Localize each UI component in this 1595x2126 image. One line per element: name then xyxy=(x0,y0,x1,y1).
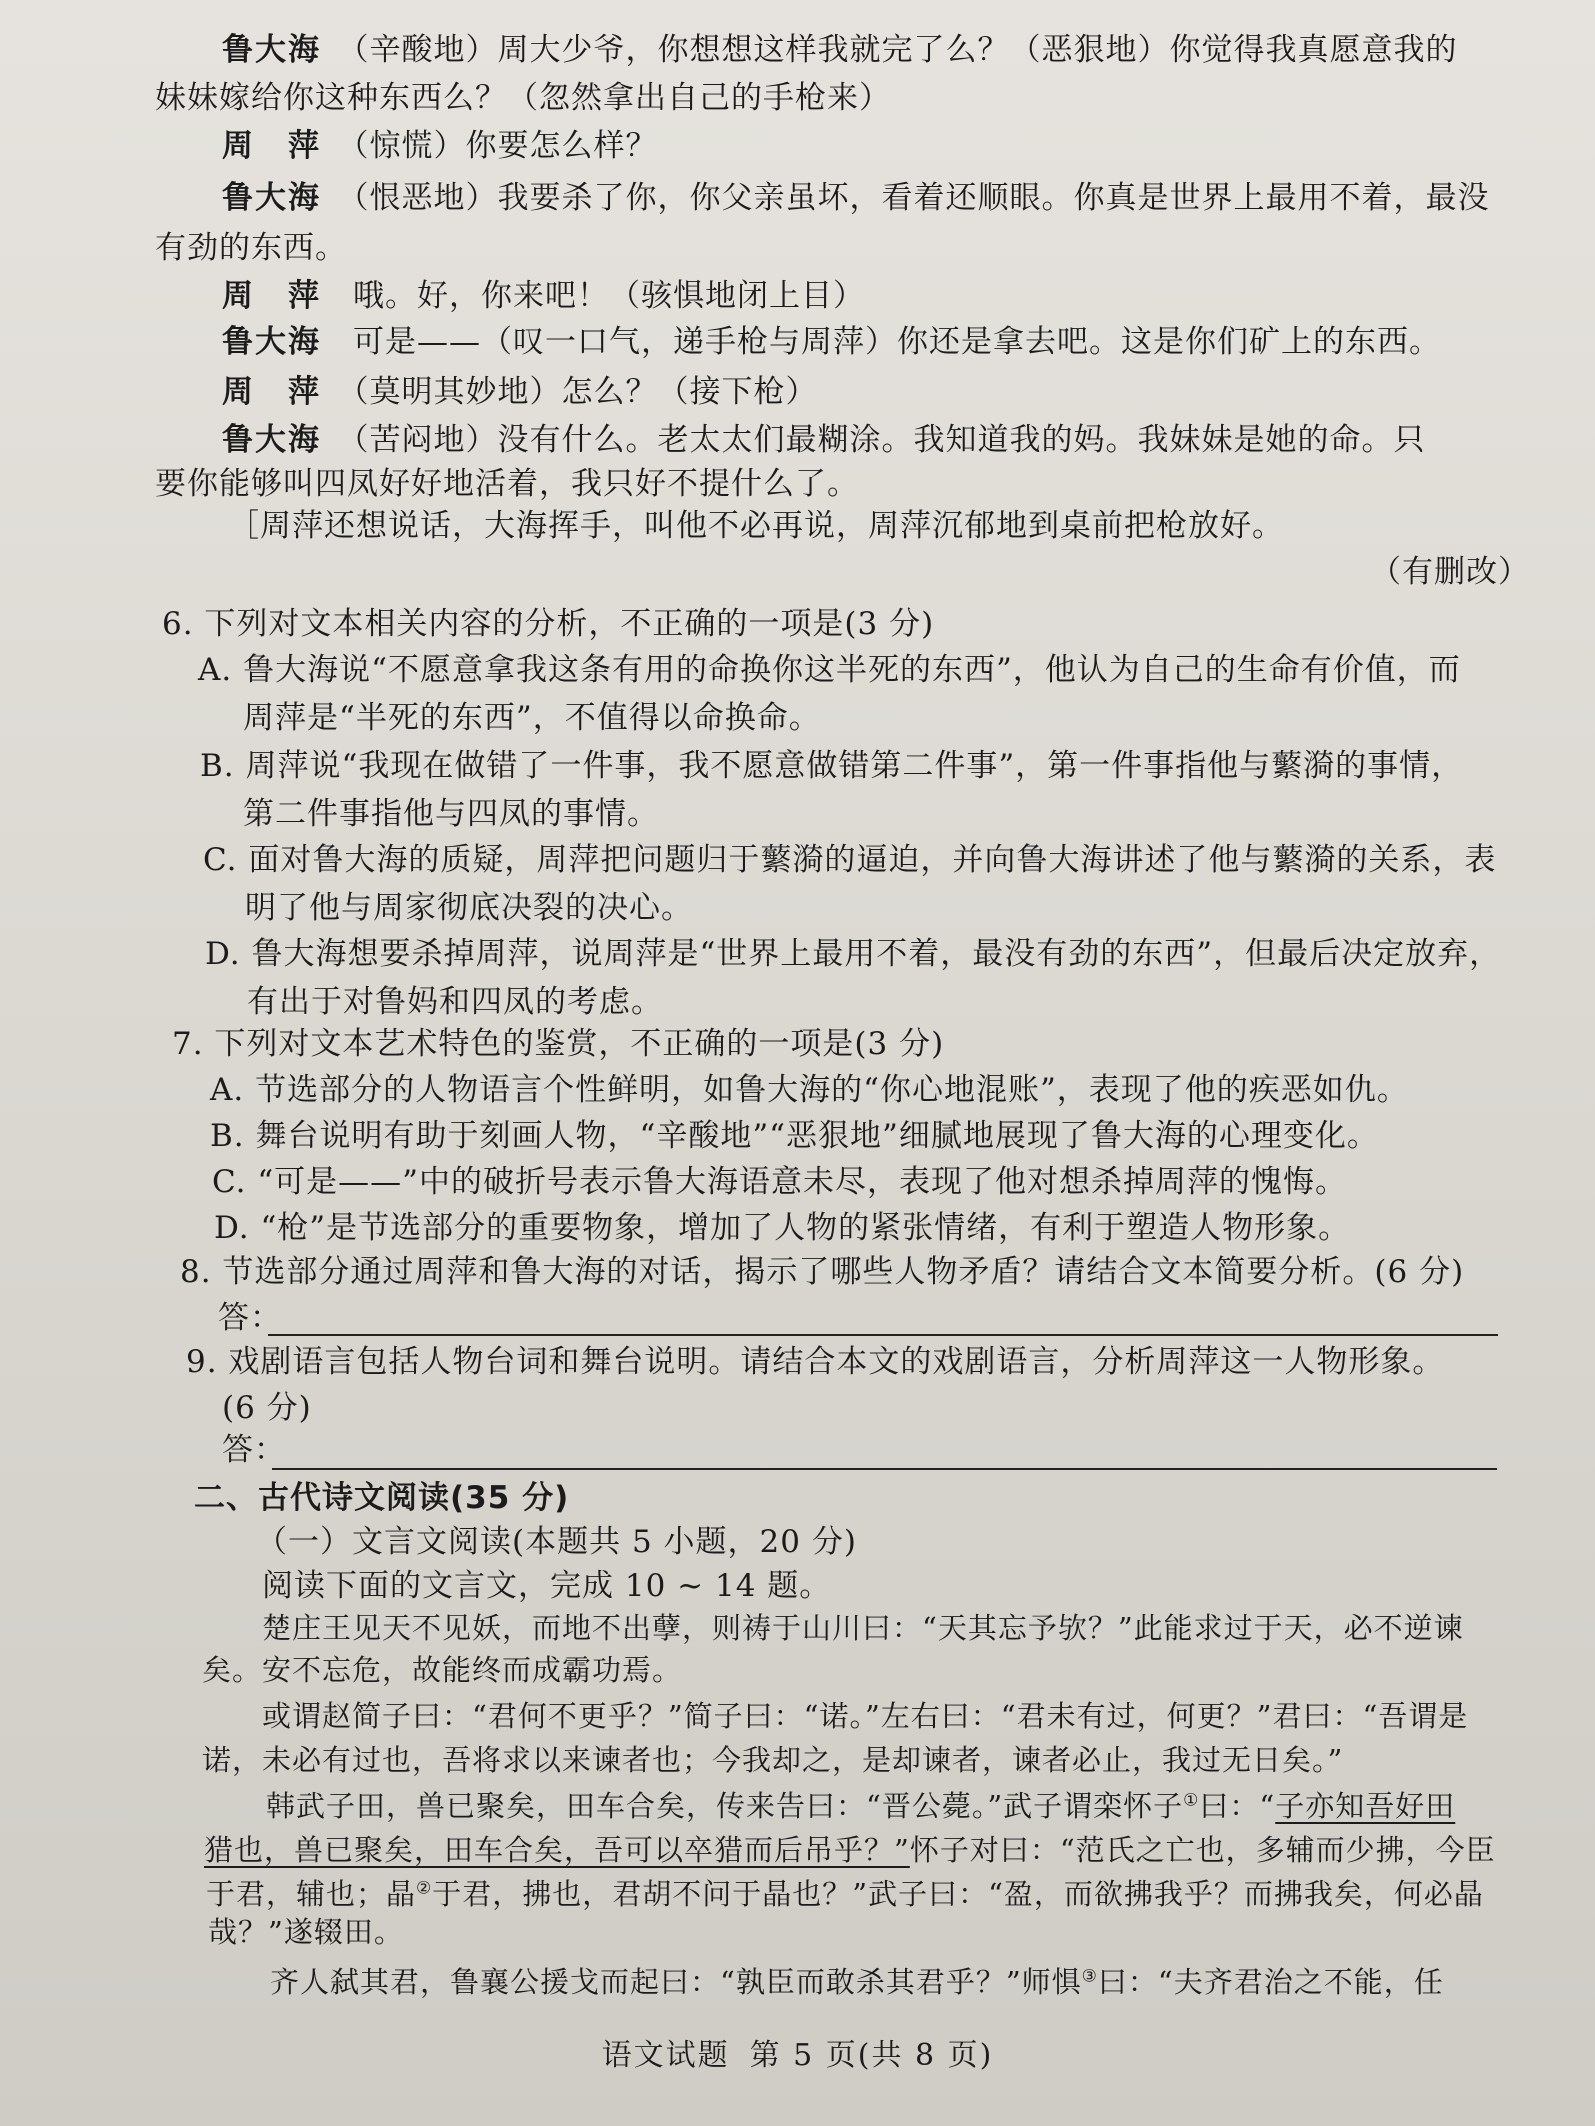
question-7-stem: 7. 下列对文本艺术特色的鉴赏，不正确的一项是(3 分) xyxy=(172,1026,945,1062)
text-run: 齐人弑其君，鲁襄公援戈而起曰：“孰臣而敢杀其君乎？”师惧 xyxy=(270,1965,1082,1999)
drama-line xyxy=(222,420,1426,460)
text-run: 曰：“夫齐君治之不能，任 xyxy=(1097,1965,1444,1999)
footnote-marker: ③ xyxy=(1081,1966,1098,1987)
question-9-stem: 9. 戏剧语言包括人物台词和舞台说明。请结合本文的戏剧语言，分析周萍这一人物形象。 xyxy=(186,1344,1445,1380)
underlined-sentence: 子亦知吾好田 xyxy=(1275,1789,1456,1823)
q6-option-d: D. 鲁大海想要杀掉周萍，说周萍是“世界上最用不着，最没有劲的东西”，但最后决定放弃， xyxy=(205,936,1502,972)
q9-answer-label: 答： xyxy=(222,1432,286,1468)
drama-line xyxy=(222,372,818,412)
text-run: 于君，辅也；晶 xyxy=(206,1877,417,1911)
classical-text-line xyxy=(270,1962,1444,2002)
speaker-name: 鲁大海 xyxy=(222,324,321,360)
footer-page-number: 第 5 页(共 8 页) xyxy=(749,2038,994,2073)
footnote-marker: ① xyxy=(1183,1790,1200,1811)
classical-text-line: 矣。安不忘危，故能终而成霸功焉。 xyxy=(202,1653,683,1687)
dialogue-text: 可是——（叹一口气，递手枪与周萍）你还是拿去吧。这是你们矿上的东西。 xyxy=(353,324,1441,360)
classical-text-line xyxy=(204,1830,1496,1870)
classical-text-line: 诺，未必有过也，吾将求以来谏者也；今我却之，是却谏者，谏者必止，我过无日矣。” xyxy=(202,1743,1344,1777)
drama-line: 妹妹嫁给你这种东西么？（忽然拿出自己的手枪来） xyxy=(155,80,891,116)
q6-option-b-cont: 第二件事指他与四凤的事情。 xyxy=(243,796,659,832)
dialogue-text: 哦。好，你来吧！（骇惧地闭上目） xyxy=(353,278,865,314)
q6-option-b: B. 周萍说“我现在做错了一件事，我不愿意做错第二件事”，第一件事指他与蘩漪的事情， xyxy=(200,748,1464,784)
classical-text-line: 楚庄王见天不见妖，而地不出孽，则祷于山川曰：“天其忘予欤？”此能求过于天，必不逆谏 xyxy=(262,1611,1464,1645)
q8-answer-label: 答： xyxy=(218,1300,282,1336)
q6-option-d-cont: 有出于对鲁妈和四凤的考虑。 xyxy=(247,984,663,1020)
dialogue-text: （苦闷地）没有什么。老太太们最糊涂。我知道我的妈。我妹妹是她的命。只 xyxy=(353,422,1426,458)
page-footer xyxy=(0,2030,1595,2074)
speaker-name: 鲁大海 xyxy=(222,32,321,68)
drama-line: 要你能够叫四凤好好地活着，我只好不提什么了。 xyxy=(155,466,859,502)
speaker-name: 鲁大海 xyxy=(222,180,321,216)
footnote-marker: ② xyxy=(416,1878,433,1899)
speaker-name: 周 萍 xyxy=(222,128,321,164)
question-6-stem: 6. 下列对文本相关内容的分析，不正确的一项是(3 分) xyxy=(162,606,935,642)
section-2-heading: 二、古代诗文阅读(35 分) xyxy=(194,1480,570,1516)
footer-subject: 语文试题 xyxy=(601,2038,730,2073)
q6-option-c: C. 面对鲁大海的质疑，周萍把问题归于蘩漪的逼迫，并向鲁大海讲述了他与蘩漪的关系，表 xyxy=(203,842,1497,878)
question-9-points: (6 分) xyxy=(222,1390,312,1426)
drama-line xyxy=(222,322,1441,362)
q7-option-b: B. 舞台说明有助于刻画人物，“辛酸地”“恶狠地”细腻地展现了鲁大海的心理变化。 xyxy=(210,1118,1379,1154)
drama-line xyxy=(222,276,865,316)
dialogue-text: （惊慌）你要怎么样？ xyxy=(353,128,658,164)
q6-option-c-cont: 明了他与周家彻底决裂的决心。 xyxy=(245,890,693,926)
q7-option-d: D. “枪”是节选部分的重要物象，增加了人物的紧张情绪，有利于塑造人物形象。 xyxy=(214,1210,1351,1246)
text-run: 怀子对曰：“范氏之亡也，多辅而少拂，今臣 xyxy=(909,1833,1496,1867)
stage-direction: ［周萍还想说话，大海挥手，叫他不必再说，周萍沉郁地到桌前把枪放好。 xyxy=(228,508,1284,544)
q6-option-a-cont: 周萍是“半死的东西”，不值得以命换命。 xyxy=(243,700,821,736)
dialogue-text: （辛酸地）周大少爷，你想想这样我就完了么？（恶狠地）你觉得我真愿意我的 xyxy=(353,32,1458,68)
dialogue-text: （莫明其妙地）怎么？（接下枪） xyxy=(353,374,818,410)
classical-text-line: 或谓赵简子曰：“君何不更乎？”简子曰：“诺。”左右曰：“君未有过，何更？”君曰：“吾谓是 xyxy=(262,1699,1469,1733)
q6-option-a: A. 鲁大海说“不愿意拿我这条有用的命换你这半死的东西”，他认为自己的生命有价值，而 xyxy=(198,652,1461,688)
drama-line: 有劲的东西。 xyxy=(155,230,347,266)
q7-option-a: A. 节选部分的人物语言个性鲜明，如鲁大海的“你心地混账”，表现了他的疾恶如仇。 xyxy=(210,1072,1409,1108)
text-run: 曰：“ xyxy=(1199,1789,1276,1823)
q8-answer-line[interactable] xyxy=(268,1334,1498,1336)
reading-instruction: 阅读下面的文言文，完成 10 ~ 14 题。 xyxy=(262,1568,832,1604)
underlined-sentence: 猎也，兽已聚矣，田车合矣，吾可以卒猎而后吊乎？” xyxy=(204,1833,910,1867)
text-run: 韩武子田，兽已聚矣，田车合矣，传来告曰：“晋公薨。”武子谓栾怀子 xyxy=(266,1789,1184,1823)
question-8-stem: 8. 节选部分通过周萍和鲁大海的对话，揭示了哪些人物矛盾？请结合文本简要分析。(6 分) xyxy=(180,1254,1465,1290)
source-note: （有删改） xyxy=(1370,554,1530,590)
speaker-name: 周 萍 xyxy=(222,374,321,410)
classical-text-line: 哉？”遂辍田。 xyxy=(208,1915,404,1949)
q9-answer-line[interactable] xyxy=(272,1468,1497,1470)
dialogue-text: （恨恶地）我要杀了你，你父亲虽坏，看着还顺眼。你真是世界上最用不着，最没 xyxy=(353,180,1490,216)
drama-line xyxy=(222,178,1490,218)
text-run: 于君，拂也，君胡不问于晶也？”武子曰：“盈，而欲拂我乎？而拂我矣，何必晶 xyxy=(432,1877,1484,1911)
classical-text-line xyxy=(266,1786,1455,1826)
section-2-subheading: （一）文言文阅读(本题共 5 小题，20 分) xyxy=(256,1524,857,1560)
speaker-name: 周 萍 xyxy=(222,278,321,314)
speaker-name: 鲁大海 xyxy=(222,422,321,458)
drama-line xyxy=(222,30,1458,70)
classical-text-line xyxy=(206,1874,1484,1914)
drama-line xyxy=(222,126,658,166)
q7-option-c: C. “可是——”中的破折号表示鲁大海语意未尽，表现了他对想杀掉周萍的愧悔。 xyxy=(212,1164,1348,1200)
